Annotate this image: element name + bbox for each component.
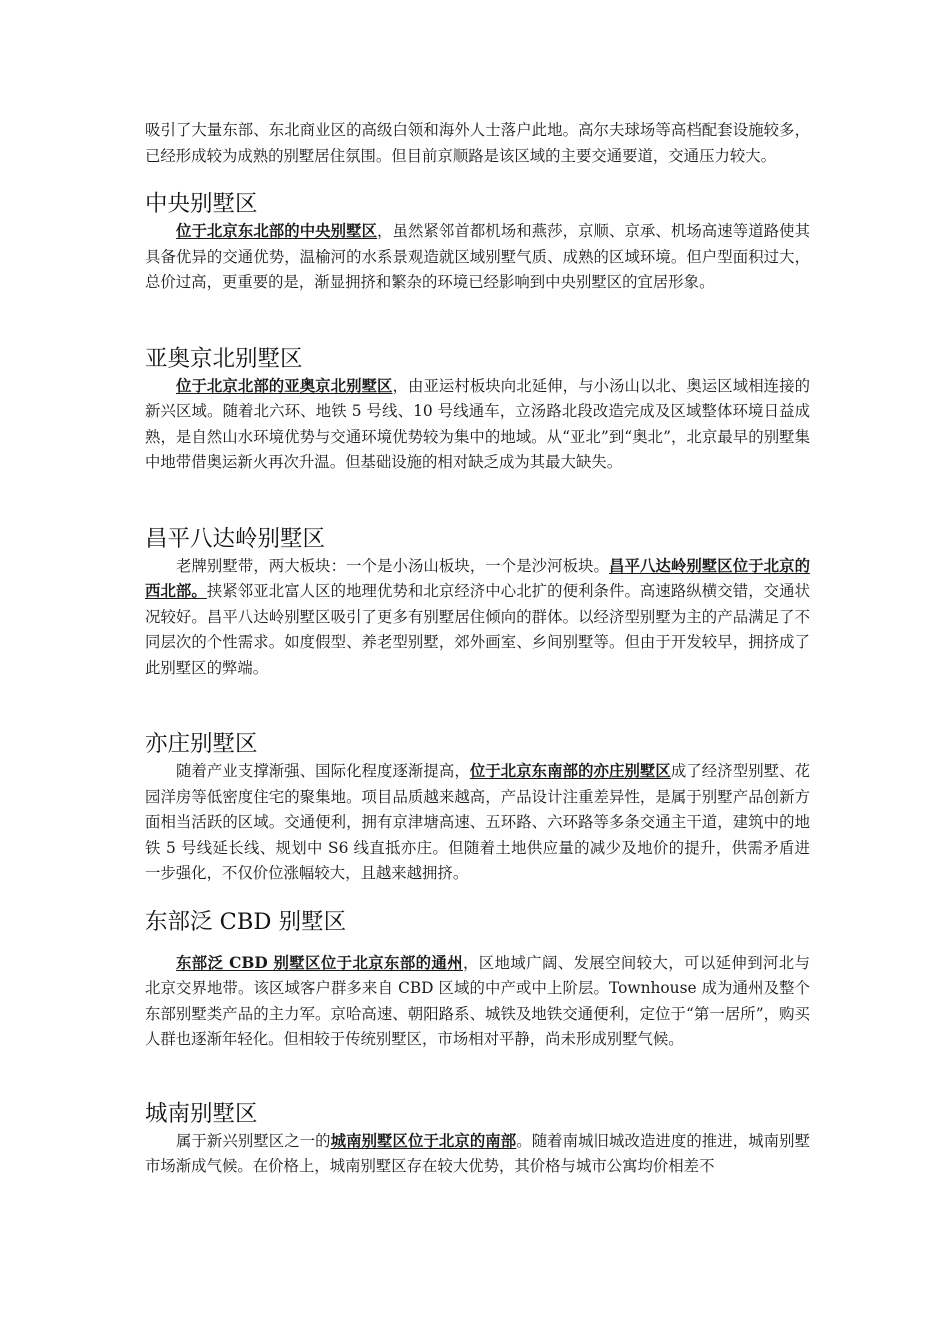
section-paragraph <box>145 951 810 1053</box>
paragraph-body: 成了经济型别墅、花园洋房等低密度住宅的聚集地。项目品质越来越高，产品设计注重差异性，是属于别墅产品创新方面相当活跃的区域。交通便利，拥有京津塘高速、五环路、六环路等多条交通主干道，建筑中的地铁 5 号线延长线、规划中 S6 线直抵亦庄。但随着土地供应量的减少及地价的提升，供需矛盾进一步强化，不仅价位涨幅较大，且越来越拥挤。 <box>145 762 810 882</box>
paragraph-body: ，区地域广阔、发展空间较大，可以延伸到河北与北京交界地带。该区域客户群多来自 CBD 区域的中产或中上阶层。Townhouse 成为通州及整个东部别墅类产品的主力军。京哈高速、朝阳路系、城铁及地铁交通便利，定位于“第一居所”，购买人群也逐渐年轻化。但相较于传统别墅区，市场相对平静，尚未形成别墅气候。 <box>145 953 810 1048</box>
section-heading: 中央别墅区 <box>145 191 258 217</box>
paragraph-body: ，由亚运村板块向北延伸，与小汤山以北、奥运区域相连接的新兴区域。随着北六环、地铁 5 号线、10 号线通车，立汤路北段改造完成及区域整体环境日益成熟，是自然山水环境优势与交通环境优势较为集中的地域。从“亚北”到“奥北”，北京最早的别墅集中地带借奥运新火再次升温。但基础设施的相对缺乏成为其最大缺失。 <box>145 376 810 471</box>
document-page <box>145 118 810 1180</box>
section-east-cbd-villa <box>145 907 810 1053</box>
section-paragraph <box>145 374 810 476</box>
paragraph-lead: 老牌别墅带，两大板块：一个是小汤山板块，一个是沙河板块。 <box>176 556 610 575</box>
intro-paragraph: 吸引了大量东部、东北商业区的高级白领和海外人士落户此地。高尔夫球场等高档配套设施较多，已经形成较为成熟的别墅居住氛围。但目前京顺路是该区域的主要交通要道，交通压力较大。 <box>145 121 810 165</box>
section-chengnan-villa <box>145 1099 810 1180</box>
paragraph-lead: 随着产业支撑渐强、国际化程度逐渐提高， <box>176 762 470 780</box>
section-paragraph <box>145 759 810 887</box>
location-highlight: 位于北京东北部的中央别墅区 <box>176 222 378 240</box>
section-paragraph <box>145 554 810 682</box>
paragraph-body: 。随着南城旧城改造进度的推进，城南别墅市场渐成气候。在价格上，城南别墅区存在较大优势，其价格与城市公寓均价相差不 <box>145 1131 810 1175</box>
section-heading: 东部泛 CBD 别墅区 <box>145 908 347 935</box>
section-yizhuang-villa <box>145 729 810 887</box>
paragraph-body: ，虽然紧邻首都机场和燕莎，京顺、京承、机场高速等道路使其具备优异的交通优势，温榆河的水系景观造就区域别墅气质、成熟的区域环境。但户型面积过大，总价过高，更重要的是，渐显拥挤和繁杂的环境已经影响到中央别墅区的宜居形象。 <box>145 222 810 291</box>
section-heading: 昌平八达岭别墅区 <box>145 525 326 552</box>
section-heading: 城南别墅区 <box>145 1100 258 1127</box>
location-highlight: 东部泛 CBD 别墅区位于北京东部的通州 <box>176 953 463 972</box>
section-paragraph <box>145 1129 810 1180</box>
section-heading: 亚奥京北别墅区 <box>145 345 303 372</box>
section-changping-badaling-villa <box>145 524 810 682</box>
section-paragraph <box>145 219 810 296</box>
location-highlight: 位于北京北部的亚奥京北别墅区 <box>176 376 393 395</box>
location-highlight: 位于北京东南部的亦庄别墅区 <box>469 762 671 780</box>
paragraph-lead: 属于新兴别墅区之一的 <box>176 1131 331 1150</box>
section-heading: 亦庄别墅区 <box>145 731 258 757</box>
section-yaao-jingbei-villa <box>145 344 810 476</box>
section-central-villa <box>145 189 810 296</box>
location-highlight: 昌平八达岭别墅区位于北京的西北部。 <box>145 556 810 600</box>
paragraph-body: 挟紧邻亚北富人区的地理优势和北京经济中心北扩的便利条件。高速路纵横交错，交通状况较好。昌平八达岭别墅区吸引了更多有别墅居住倾向的群体。以经济型别墅为主的产品满足了不同层次的个性需求。如度假型、养老型别墅，郊外画室、乡间别墅等。但由于开发较早，拥挤成了此别墅区的弊端。 <box>145 582 810 677</box>
location-highlight: 城南别墅区位于北京的南部 <box>330 1131 517 1150</box>
